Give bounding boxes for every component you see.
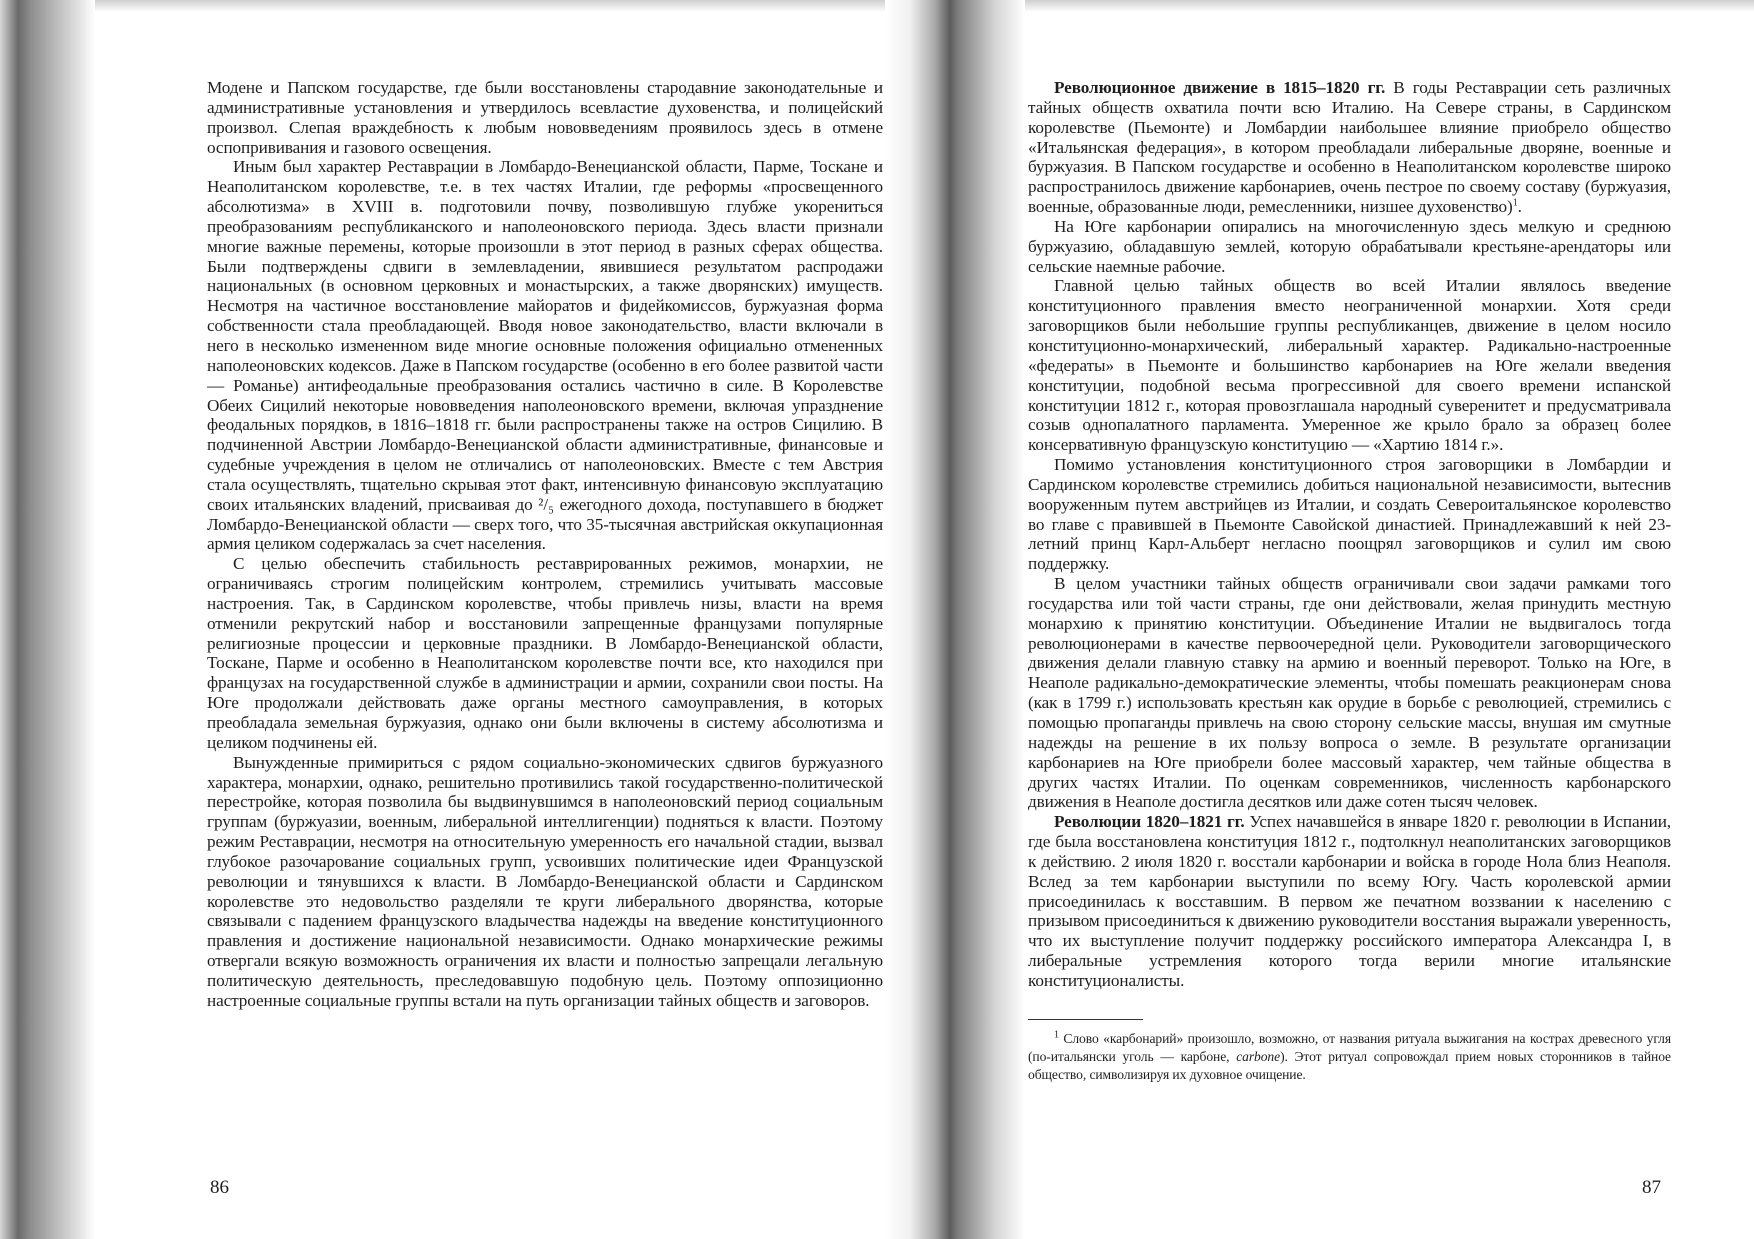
footnote-text-part-2: ). Этот ритуал сопровождал прием новых сторонников в тайное общество, символизируя их духовное очищение.: [1028, 1048, 1671, 1082]
section-heading-revolutionary-movement: Революционное движение в 1815–1820 гг.: [1054, 78, 1386, 97]
section-1-first-paragraph: В годы Реставрации сеть различных тайных обществ охватила почти всю Италию. На Севере страны, в Сардинском королевстве (Пьемонте) и Ломбардии наибольшее влияние приобрело общество «Итальянская федерация», в котором преобладали либеральные дворяне, военные и буржуазия. В Папском государстве и особенно в Неаполитанском королевстве широко распространилось движение карбонариев, очень пестрое по своему составу (буржуазия, военные, образованные люди, ремесленники, низшее духовенство): [1028, 78, 1671, 217]
left-page: [207, 78, 883, 1011]
footnote-reference: 1: [1512, 197, 1518, 209]
left-paragraph-4: Вынужденные примириться с рядом социально-экономических сдвигов буржуазного характера, монархии, однако, решительно противились такой государственно-политической перестройке, которая позволила бы выдвинувшимся в наполеоновский период социальным группам (буржуазии, военным, либеральной интеллигенции) подняться к власти. Поэтому режим Реставрации, несмотря на относительную умеренность его начальной стадии, вызвал глубокое разочарование социальных групп, усвоивших политические идеи Французской революции и тянувшихся к власти. В Ломбардо-Венецианской области и Сардинском королевстве это недовольство разделяли те круги либерального дворянства, которые связывали с падением французского владычества надежды на введение конституционного правления и достижение национальной независимости. Однако монархические режимы отвергали всякую возможность ограничения их власти и полностью запрещали легальную политическую деятельность, преследовавшую подобную цель. Поэтому оппозиционно настроенные социальные группы встали на путь организации тайных обществ и заговоров.: [207, 752, 883, 1010]
right-page: [1028, 78, 1671, 1084]
book-spine-gutter: [885, 0, 1025, 1239]
footnote-marker: 1: [1054, 1029, 1059, 1041]
scan-shadow-top: [0, 0, 1754, 12]
footnote-text-part-1: Слово «карбонарий» произошло, возможно, от названия ритуала выжигания на кострах древесного угля (по-итальянски уголь — карбоне,: [1028, 1030, 1671, 1064]
right-paragraph-3: Главной целью тайных обществ во всей Италии являлось введение конституционного правления вместо неограниченной монархии. Хотя среди заговорщиков были небольшие группы республиканцев, движение в целом носило конституционно-монархический, либеральный характер. Радикально-настроенные «федераты» в Пьемонте и большинство карбонариев на Юге желали введения конституции, подобной весьма прогрессивной для своего времени испанской конституции 1812 г., которая провозглашала народный суверенитет и предусматривала созыв однопалатного парламента. Умеренное же крыло брало за образец более консервативную французскую конституцию — «Хартию 1814 г.».: [1028, 276, 1671, 455]
right-paragraph-4: Помимо установления конституционного строя заговорщики в Ломбардии и Сардинском королевстве стремились добиться национальной независимости, вытеснив вооруженным путем австрийцев из Италии, и создать Североитальянское королевство во главе с правившей в Пьемонте Савойской династией. Принадлежавший к ней 23-летний принц Карл-Альберт негласно поощрял заговорщиков и сулил им свою поддержку.: [1028, 455, 1671, 574]
section-heading-revolutions: Революции 1820–1821 гг.: [1054, 812, 1245, 832]
section-revolutionary-movement-intro: Революционное движение в 1815–1820 гг. В годы Реставрации сеть различных тайных обществ охватила почти всю Италию. На Севере страны, в Сардинском королевстве (Пьемонте) и Ломбардии наибольшее влияние приобрело общество «Итальянская федерация», в котором преобладали либеральные дворяне, военные и буржуазия. В Папском государстве и особенно в Неаполитанском королевстве широко распространилось движение карбонариев, очень пестрое по своему составу (буржуазия, военные, образованные люди, ремесленники, низшее духовенство)$^1$.: [1028, 78, 1671, 217]
right-page-number: 87: [1642, 1177, 1661, 1198]
left-paragraph-2: Иным был характер Реставрации в Ломбардо-Венецианской области, Парме, Тоскане и Неаполитанском королевстве, т.е. в тех частях Италии, где реформы «просвещенного абсолютизма» в XVIII в. подготовили почву, позволившую глубже укорениться преобразованиям республиканского и наполеоновского периода. Здесь власти признали многие важные перемены, которые произошли в этот период в разных сферах общества. Были подтверждены сдвиги в землевладении, явившиеся результатом распродажи национальных (в основном церковных и монастырских, а также дворянских) имуществ. Несмотря на частичное восстановление майоратов и фидейкомиссов, буржуазная форма собственности стала преобладающей. Вводя новое законодательство, власти включали в него в несколько измененном виде многие основные положения официально отмененных наполеоновских кодексов. Даже в Папском государстве (особенно в его более развитой части — Романье) антифеодальные преобразования остались частично в силе. В Королевстве Обеих Сицилий некоторые нововведения наполеоновского времени, включая упразднение феодальных порядков, в 1816–1818 гг. были распространены также на остров Сицилию. В подчиненной Австрии Ломбардо-Венецианской области административные, финансовые и судебные учреждения в целом не отличались от наполеоновских. Вместе с тем Австрия стала осуществлять, тщательно скрывая этот факт, интенсивную финансовую эксплуатацию своих итальянских владений, присваивая до ²/₅ ежегодного дохода, поступавшего в бюджет Ломбардо-Венецианской области — сверх того, что 35-тысячная австрийская оккупационная армия целиком содержалась за счет населения.: [207, 157, 883, 554]
left-page-number: 86: [210, 1177, 229, 1198]
section-revolutions-intro: [1028, 812, 1671, 991]
left-paragraph-1: Модене и Папском государстве, где были восстановлены стародавние законодательные и административные установления и утвердилось всевластие духовенства, и полицейский произвол. Слепая враждебность к любым нововведениям проявилось здесь в отмене оспопрививания и газового освещения.: [207, 78, 883, 157]
footnote: [1028, 1030, 1671, 1084]
section-2-paragraph: Успех начавшейся в январе 1820 г. революции в Испании, где была восстановлена конституция 1812 г., подтолкнул неаполитанских заговорщиков к действию. 2 июля 1820 г. восстали карбонарии и войска в городе Нола близ Неаполя. Вслед за тем карбонарии выступили по всему Югу. Часть королевской армии присоединилась к восставшим. В первом же печатном воззвании к населению с призывом присоединиться к движению руководители восстания выражали уверенность, что их выступление получит поддержку российского императора Александра I, в либеральные устремления которого тогда верили многие итальянские конституционалисты.: [1028, 812, 1671, 990]
scan-shadow-left-edge: [0, 0, 95, 1239]
footnote-divider: [1028, 1019, 1143, 1020]
left-paragraph-3: С целью обеспечить стабильность реставрированных режимов, монархии, не ограничиваясь строгим полицейским контролем, стремились учитывать массовые настроения. Так, в Сардинском королевстве, чтобы привлечь низы, власти на время отменили рекрутский набор и восстановили запрещенные французами популярные религиозные процессии и церковные праздники. В Ломбардо-Венецианской области, Тоскане, Парме и особенно в Неаполитанском королевстве почти все, кто находился при французах на государственной службе в администрации и армии, сохранили свои посты. На Юге продолжали действовать даже органы местного самоуправления, в которых преобладала земельная буржуазия, однако они были включены в систему абсолютизма и целиком подчинены ей.: [207, 554, 883, 752]
footnote-italic-word: carbone: [1236, 1048, 1281, 1064]
right-paragraph-5: В целом участники тайных обществ ограничивали свои задачи рамками того государства или той части страны, где они действовали, желая принудить местную монархию к принятию конституции. Объединение Италии не выдвигалось тогда революционерами в качестве первоочередной цели. Руководители заговорщического движения делали главную ставку на армию и военный переворот. Только на Юге, в Неаполе радикально-демократические элементы, чтобы помешать реакционерам снова (как в 1799 г.) использовать крестьян как орудие в борьбе с революцией, стремились с помощью пропаганды привлечь на свою сторону сельские массы, внушая им смутные надежды на решение в их пользу вопроса о земле. В результате организации карбонариев на Юге приобрели более массовый характер, чем тайные общества в других частях Италии. По оценкам современников, численность карбонарского движения в Неаполе достигла десятков или даже сотен тысяч человек.: [1028, 574, 1671, 812]
right-paragraph-2: На Юге карбонарии опирались на многочисленную здесь мелкую и среднюю буржуазию, обладавшую землей, которую обрабатывали крестьяне-арендаторы или сельские наемные рабочие.: [1028, 216, 1671, 276]
footnote-text: [1028, 1030, 1671, 1084]
